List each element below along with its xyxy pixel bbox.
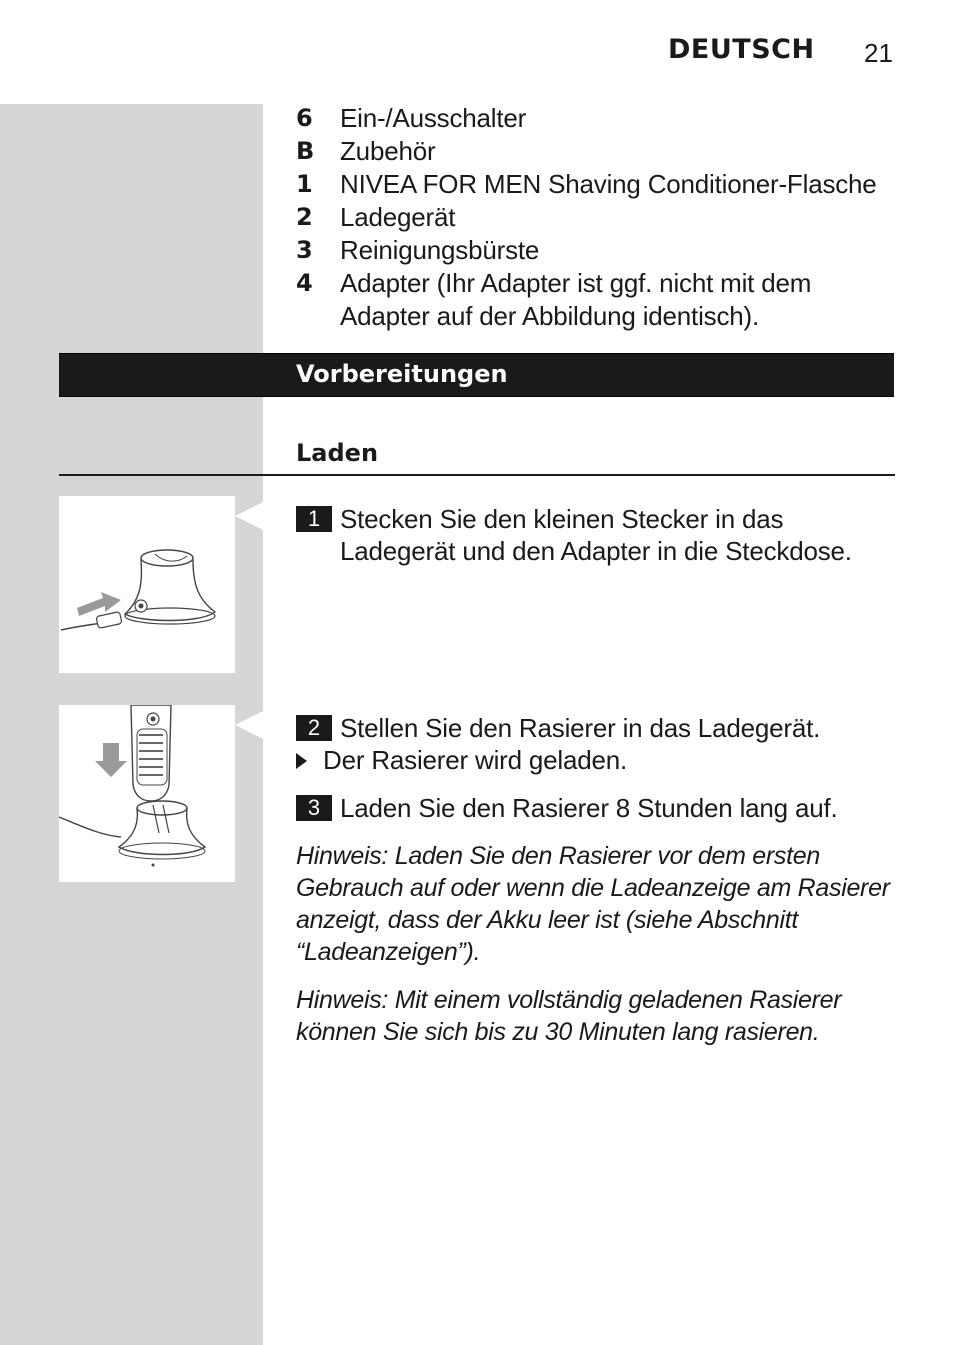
result-arrow-icon	[296, 753, 307, 769]
part-label: Adapter (Ihr Adapter ist ggf. nicht mit dem Adapter auf der Abbildung identisch).	[340, 268, 812, 331]
step-number: 1	[296, 506, 332, 532]
part-key: 3	[296, 236, 313, 264]
part-label: Reinigungsbürste	[340, 235, 540, 265]
subsection-divider	[59, 474, 895, 476]
list-item	[296, 267, 896, 333]
step-result	[296, 744, 896, 776]
part-label: Ein-/Ausschalter	[340, 103, 527, 133]
part-label: Zubehör	[340, 136, 436, 166]
part-key: B	[296, 137, 315, 165]
step-text: Laden Sie den Rasierer 8 Stunden lang auf.	[340, 793, 838, 823]
section-title: Vorbereitungen	[296, 360, 508, 388]
part-label: Ladegerät	[340, 202, 456, 232]
step-number: 3	[296, 795, 332, 821]
list-item	[296, 234, 896, 267]
step-1	[296, 503, 896, 567]
part-key: 4	[296, 269, 313, 297]
shaver-in-charger-illustration	[59, 705, 235, 882]
step-2	[296, 712, 896, 744]
note: Hinweis: Mit einem vollständig geladenen Rasierer können Sie sich bis zu 30 Minuten lang rasieren.	[296, 986, 842, 1046]
step-text: Stecken Sie den kleinen Stecker in das Ladegerät und den Adapter in die Steckdose.	[340, 504, 852, 566]
list-item	[296, 168, 896, 201]
result-text: Der Rasierer wird geladen.	[323, 745, 628, 775]
part-key: 6	[296, 104, 313, 132]
part-key: 1	[296, 170, 313, 198]
page-number: 21	[864, 38, 893, 68]
figure-pointer	[235, 711, 263, 739]
step-text: Stellen Sie den Rasierer in das Ladegerät.	[340, 713, 821, 743]
step-3	[296, 792, 896, 824]
parts-list	[296, 102, 896, 333]
section-header-bar	[59, 353, 894, 397]
part-label: NIVEA FOR MEN Shaving Conditioner-Flasche	[340, 169, 877, 199]
note: Hinweis: Laden Sie den Rasierer vor dem ersten Gebrauch auf oder wenn die Ladeanzeige am Rasierer anzeigt, dass der Akku leer ist (siehe Abschnitt “Ladeanzeigen”).	[296, 842, 890, 966]
subsection-heading: Laden	[296, 439, 379, 467]
list-item	[296, 135, 896, 168]
step-number: 2	[296, 715, 332, 741]
shaver-in-charger-icon	[59, 705, 235, 882]
charger-plug-icon	[59, 496, 235, 673]
language-header: DEUTSCH	[668, 34, 815, 65]
part-key: 2	[296, 203, 313, 231]
list-item	[296, 102, 896, 135]
charger-plug-illustration	[59, 496, 235, 673]
figure-pointer	[235, 502, 263, 530]
list-item	[296, 201, 896, 234]
